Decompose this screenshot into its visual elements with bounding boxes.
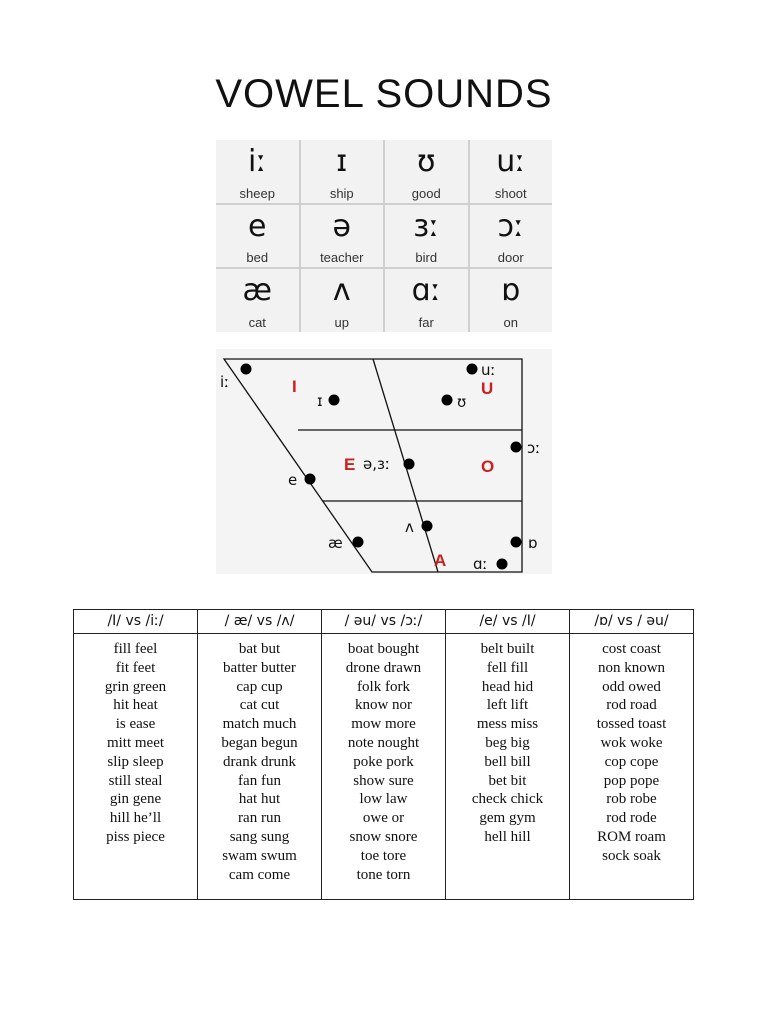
dot-turned-a [511, 537, 522, 548]
word-pair: head hid [481, 678, 534, 695]
word-pair: match much [222, 716, 297, 733]
word-pair: bet bit [488, 772, 527, 789]
vowel-cell [301, 269, 384, 332]
word-pair: fill feel [113, 641, 158, 657]
vowel-cell [385, 269, 468, 332]
vowel-symbol: ʌ [332, 273, 351, 309]
letter-I: I [292, 377, 297, 396]
vowel-chart-svg [216, 349, 552, 574]
word-pair: beg big [485, 734, 530, 751]
word-pair: show sure [353, 772, 414, 789]
word-pair: tossed toast [596, 716, 667, 733]
vowel-symbol: e [248, 208, 267, 244]
table-header: / əu/ vs /ɔː/ [322, 610, 446, 634]
vowel-cell [470, 205, 553, 268]
vowel-cell [301, 140, 384, 203]
vowel-cell [385, 205, 468, 268]
vowel-cell [216, 140, 299, 203]
word-pair: still steal [108, 772, 163, 789]
dot-a-long [497, 559, 508, 570]
label-short-u: ʊ [457, 393, 467, 411]
dot-u-long [467, 364, 478, 375]
word-pair: mow more [351, 716, 416, 733]
vowel-cell [385, 140, 468, 203]
word-pair: rob robe [606, 791, 657, 808]
vowel-symbol: ɒ [501, 273, 521, 309]
example-word: sheep [239, 185, 275, 201]
word-pair: low law [359, 791, 408, 808]
word-pair: hat hut [238, 791, 281, 808]
letter-E: E [344, 455, 356, 474]
dot-open-o [511, 442, 522, 453]
vowel-symbol-grid [216, 140, 552, 332]
vowel-symbol: ə [332, 208, 351, 244]
letter-U: U [481, 379, 494, 398]
word-pair: piss piece [106, 828, 165, 845]
word-pair: cap cup [236, 678, 283, 695]
label-ae: æ [328, 534, 343, 552]
letter-A: A [434, 551, 447, 570]
label-schwa: ə,ɜː [363, 455, 391, 473]
dot-schwa [404, 459, 415, 470]
word-pair: swam swum [222, 847, 297, 864]
word-pair: bell bill [484, 753, 531, 770]
vowel-cell [216, 269, 299, 332]
vowel-cell [470, 269, 553, 332]
vowel-symbol: ɪ [336, 144, 348, 179]
vowel-symbol: æ [242, 273, 272, 309]
word-pair: cop cope [604, 753, 659, 770]
table-column [74, 634, 198, 899]
vowel-symbol: ɑː [411, 273, 441, 309]
example-word: shoot [494, 185, 527, 201]
table-column [570, 634, 693, 899]
label-i-long: iː [220, 373, 230, 391]
word-pair: know nor [354, 697, 413, 714]
example-word: up [334, 315, 349, 330]
table-header: /ɒ/ vs / əu/ [570, 610, 693, 634]
word-pair: slip sleep [107, 753, 164, 770]
word-pairs-table [73, 609, 694, 900]
word-pair: sock soak [602, 847, 661, 864]
word-pair: rod rode [606, 810, 657, 827]
example-word: door [497, 250, 524, 266]
word-pair: folk fork [357, 678, 410, 695]
word-pair: batter butter [223, 659, 296, 676]
word-pair: ran run [238, 810, 281, 827]
vowel-symbol: ɔː [497, 208, 525, 244]
dot-short-u [442, 395, 453, 406]
dot-ae [353, 537, 364, 548]
vowel-symbol: iː [248, 144, 267, 179]
word-pair: owe or [362, 810, 405, 827]
word-pair: mess miss [476, 716, 539, 733]
dot-short-i [329, 395, 340, 406]
word-pair: tone torn [356, 866, 411, 883]
word-pair: check chick [471, 791, 544, 808]
word-pair: ROM roam [597, 828, 666, 845]
word-pair: odd owed [602, 678, 661, 695]
table-header: /e/ vs /I/ [446, 610, 570, 634]
example-word: far [418, 315, 434, 330]
word-pair: cost coast [602, 641, 661, 657]
vowel-cell [301, 205, 384, 268]
word-pair: fell fill [486, 659, 529, 676]
word-pair: left lift [486, 697, 529, 714]
example-word: bird [415, 250, 438, 266]
label-u-long: uː [481, 361, 496, 379]
vowel-symbol: ɜː [413, 208, 440, 244]
vowel-symbol: ʊ [416, 144, 436, 179]
word-pair: bat but [238, 641, 281, 657]
vowel-symbol: uː [496, 144, 526, 179]
word-pair: rod road [606, 697, 657, 714]
example-word: teacher [320, 250, 364, 266]
word-pair: hit heat [113, 697, 158, 714]
vowel-chart [216, 349, 552, 574]
word-pair: poke pork [353, 753, 414, 770]
example-word: cat [248, 315, 266, 330]
label-turned-a: ɒ [528, 534, 538, 552]
table-column [446, 634, 570, 899]
word-pair: pop pope [603, 772, 660, 789]
label-short-i: ɪ [317, 392, 323, 410]
word-pair: toe tore [360, 847, 407, 864]
vowel-cell [216, 205, 299, 268]
word-pair: non known [597, 659, 666, 676]
example-word: good [411, 185, 441, 201]
word-pair: grin green [104, 678, 167, 695]
word-pair: began begun [221, 734, 298, 751]
word-pair: wok woke [600, 734, 663, 751]
label-open-o: ɔː [527, 439, 541, 457]
word-pair: is ease [115, 716, 156, 733]
word-pair: cam come [228, 866, 291, 883]
letter-O: O [481, 457, 495, 476]
example-word: on [503, 315, 518, 330]
word-pair: drank drunk [223, 753, 296, 770]
page-title: VOWEL SOUNDS [215, 72, 553, 116]
word-pair: fit feet [115, 659, 156, 676]
label-wedge: ʌ [405, 518, 414, 536]
word-pair: gin gene [109, 791, 162, 808]
word-pair: drone drawn [345, 659, 422, 676]
table-column [322, 634, 446, 899]
word-pair: fan fun [238, 772, 281, 789]
dot-e [305, 474, 316, 485]
word-pair: gem gym [479, 810, 536, 827]
word-pair: belt built [480, 641, 535, 657]
dot-i-long [241, 364, 252, 375]
example-word: bed [246, 250, 269, 266]
word-pair: note nought [347, 734, 420, 751]
word-pair: sang sung [229, 828, 290, 845]
example-word: ship [329, 185, 354, 201]
label-a-long: ɑː [473, 555, 488, 573]
table-column [198, 634, 322, 899]
word-pair: snow snore [349, 828, 418, 845]
word-pair: boat bought [347, 641, 420, 657]
word-pair: mitt meet [106, 734, 165, 751]
word-pair: hell hill [484, 828, 531, 845]
dot-wedge [422, 521, 433, 532]
word-pair: cat cut [239, 697, 280, 714]
vowel-cell [470, 140, 553, 203]
table-header: / æ/ vs /ʌ/ [198, 610, 322, 634]
label-e: e [288, 471, 298, 489]
word-pair: hill he’ll [109, 810, 162, 827]
table-header: /I/ vs /iː/ [74, 610, 198, 634]
